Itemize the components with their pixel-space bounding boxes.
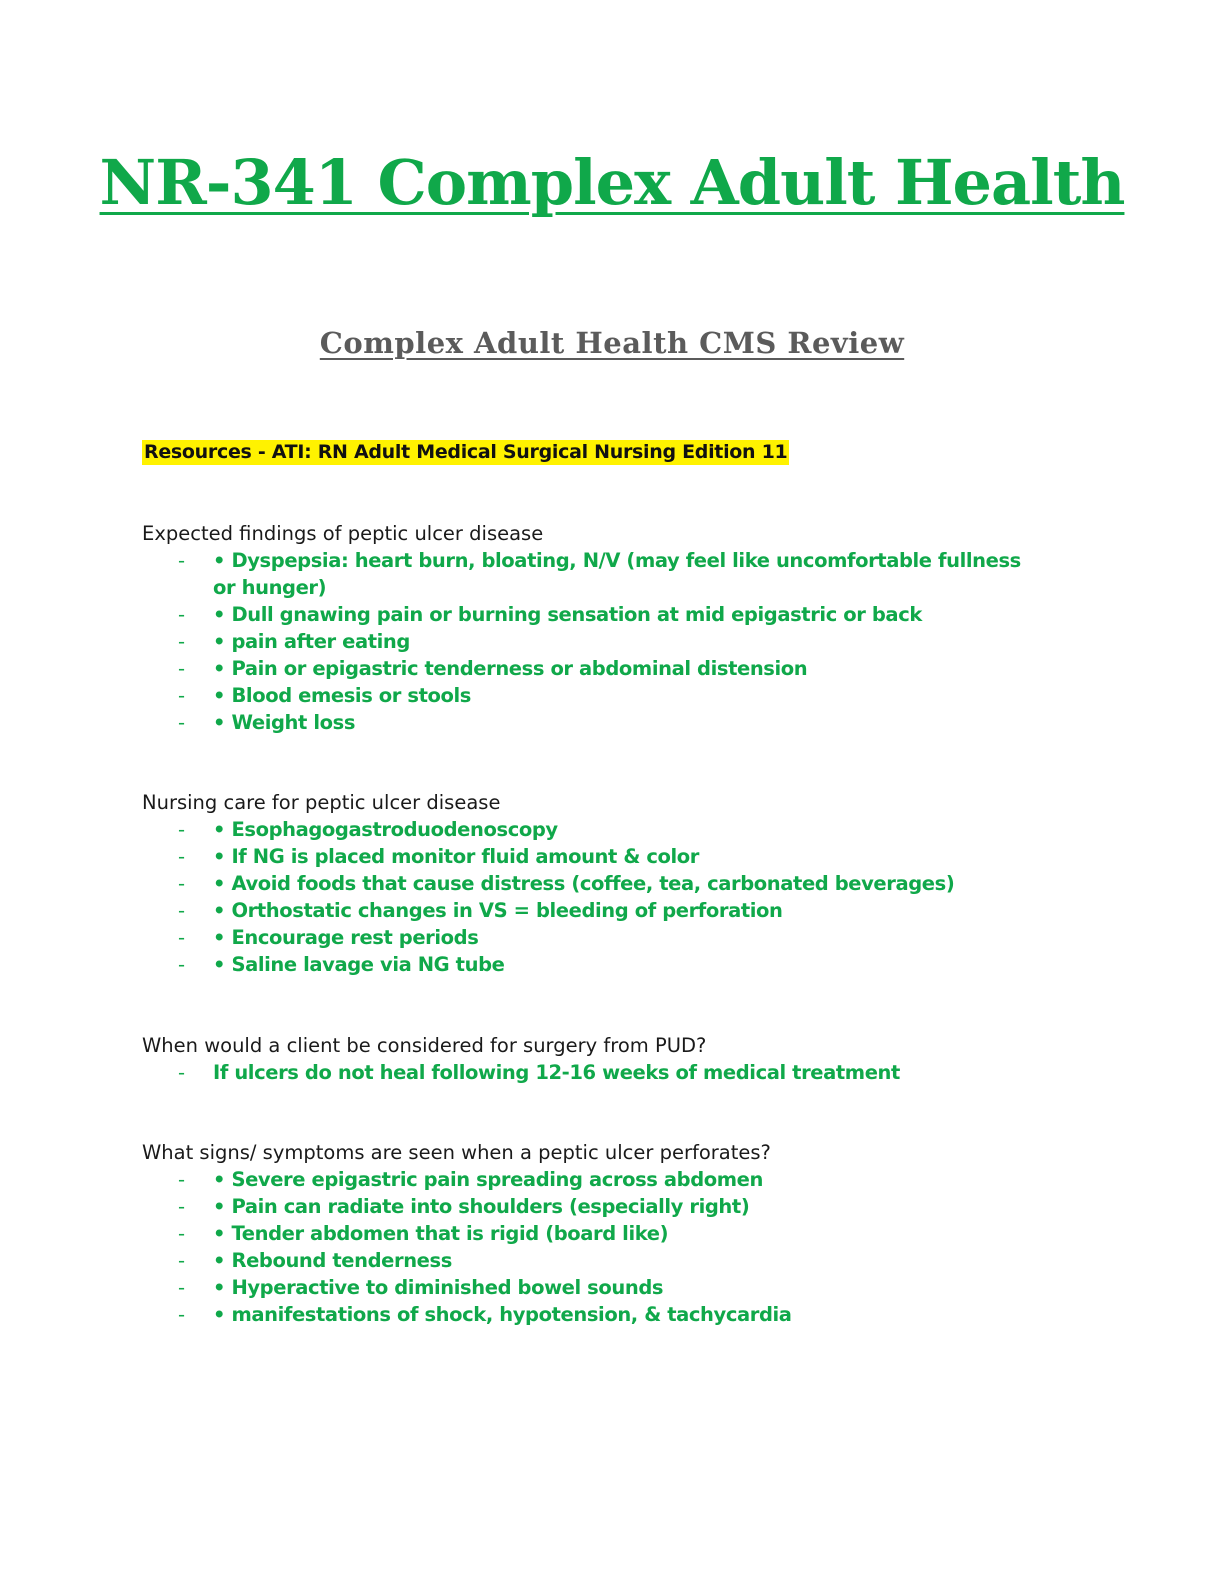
answer-text: • Pain or epigastric tenderness or abdominal distension [213,657,808,680]
list-item [142,1166,1042,1193]
bullet-dash: - [178,953,185,976]
bullet-dash: - [178,1061,185,1084]
bullet-dash: - [178,657,185,680]
section-question: What signs/ symptoms are seen when a peptic ulcer perforates? [142,1141,771,1164]
answer-text: • Tender abdomen that is rigid (board like) [213,1222,669,1245]
answer-text: • Weight loss [213,711,356,734]
list-item [142,924,1042,951]
bullet-dash: - [178,1303,185,1326]
bullet-dash: - [178,899,185,922]
list-item [142,655,1042,682]
bullet-dash: - [178,845,185,868]
answer-text: • Severe epigastric pain spreading across abdomen [213,1168,763,1191]
list-item [142,628,1042,655]
bullet-dash: - [178,603,185,626]
answer-list [142,1059,1042,1086]
list-item [142,1301,1042,1328]
answer-list [142,816,1042,978]
answer-text: • Blood emesis or stools [213,684,472,707]
list-item [142,897,1042,924]
resources-highlight: Resources - ATI: RN Adult Medical Surgical Nursing Edition 11 [144,441,788,463]
list-item [142,682,1042,709]
bullet-dash: - [178,549,185,572]
answer-text: • Dull gnawing pain or burning sensation at mid epigastric or back [213,603,922,626]
answer-text: • Pain can radiate into shoulders (especially right) [213,1195,750,1218]
answer-text: • Esophagogastroduodenoscopy [213,818,558,841]
bullet-dash: - [178,711,185,734]
answer-text: • Encourage rest periods [213,926,479,949]
list-item [142,1247,1042,1274]
section-question: Nursing care for peptic ulcer disease [142,791,501,814]
list-item [142,843,1042,870]
bullet-dash: - [178,1249,185,1272]
list-item [142,951,1042,978]
section-perforation-signs [142,1139,1042,1328]
bullet-dash: - [178,1195,185,1218]
answer-text: • Saline lavage via NG tube [213,953,505,976]
answer-list [142,547,1042,736]
answer-text: • Avoid foods that cause distress (coffee, tea, carbonated beverages) [213,872,955,895]
list-item [142,1059,1042,1086]
section-nursing-care [142,789,1042,978]
list-item [142,547,1042,601]
bullet-dash: - [178,926,185,949]
answer-text: • Rebound tenderness [213,1249,452,1272]
list-item [142,870,1042,897]
document-subtitle: Complex Adult Health CMS Review [319,326,905,360]
bullet-dash: - [178,1168,185,1191]
answer-text: • If NG is placed monitor fluid amount & color [213,845,699,868]
bullet-dash: - [178,684,185,707]
answer-text: • manifestations of shock, hypotension, & tachycardia [213,1303,792,1326]
answer-text: • pain after eating [213,630,410,653]
list-item [142,709,1042,736]
list-item [142,816,1042,843]
answer-text: • Hyperactive to diminished bowel sounds [213,1276,664,1299]
document-title: NR-341 Complex Adult Health [99,146,1125,219]
answer-text: • Orthostatic changes in VS = bleeding of perforation [213,899,783,922]
bullet-dash: - [178,1222,185,1245]
section-surgery-criteria [142,1032,1042,1086]
bullet-dash: - [178,630,185,653]
list-item [142,1193,1042,1220]
section-question: When would a client be considered for surgery from PUD? [142,1034,707,1057]
answer-text: • Dyspepsia: heart burn, bloating, N/V (may feel like uncomfortable fullness or hunger) [213,549,1021,599]
answer-text: If ulcers do not heal following 12-16 weeks of medical treatment [213,1061,900,1084]
bullet-dash: - [178,1276,185,1299]
bullet-dash: - [178,818,185,841]
list-item [142,1220,1042,1247]
list-item [142,601,1042,628]
section-expected-findings [142,520,1042,736]
list-item [142,1274,1042,1301]
answer-list [142,1166,1042,1328]
bullet-dash: - [178,872,185,895]
section-question: Expected findings of peptic ulcer disease [142,522,544,545]
